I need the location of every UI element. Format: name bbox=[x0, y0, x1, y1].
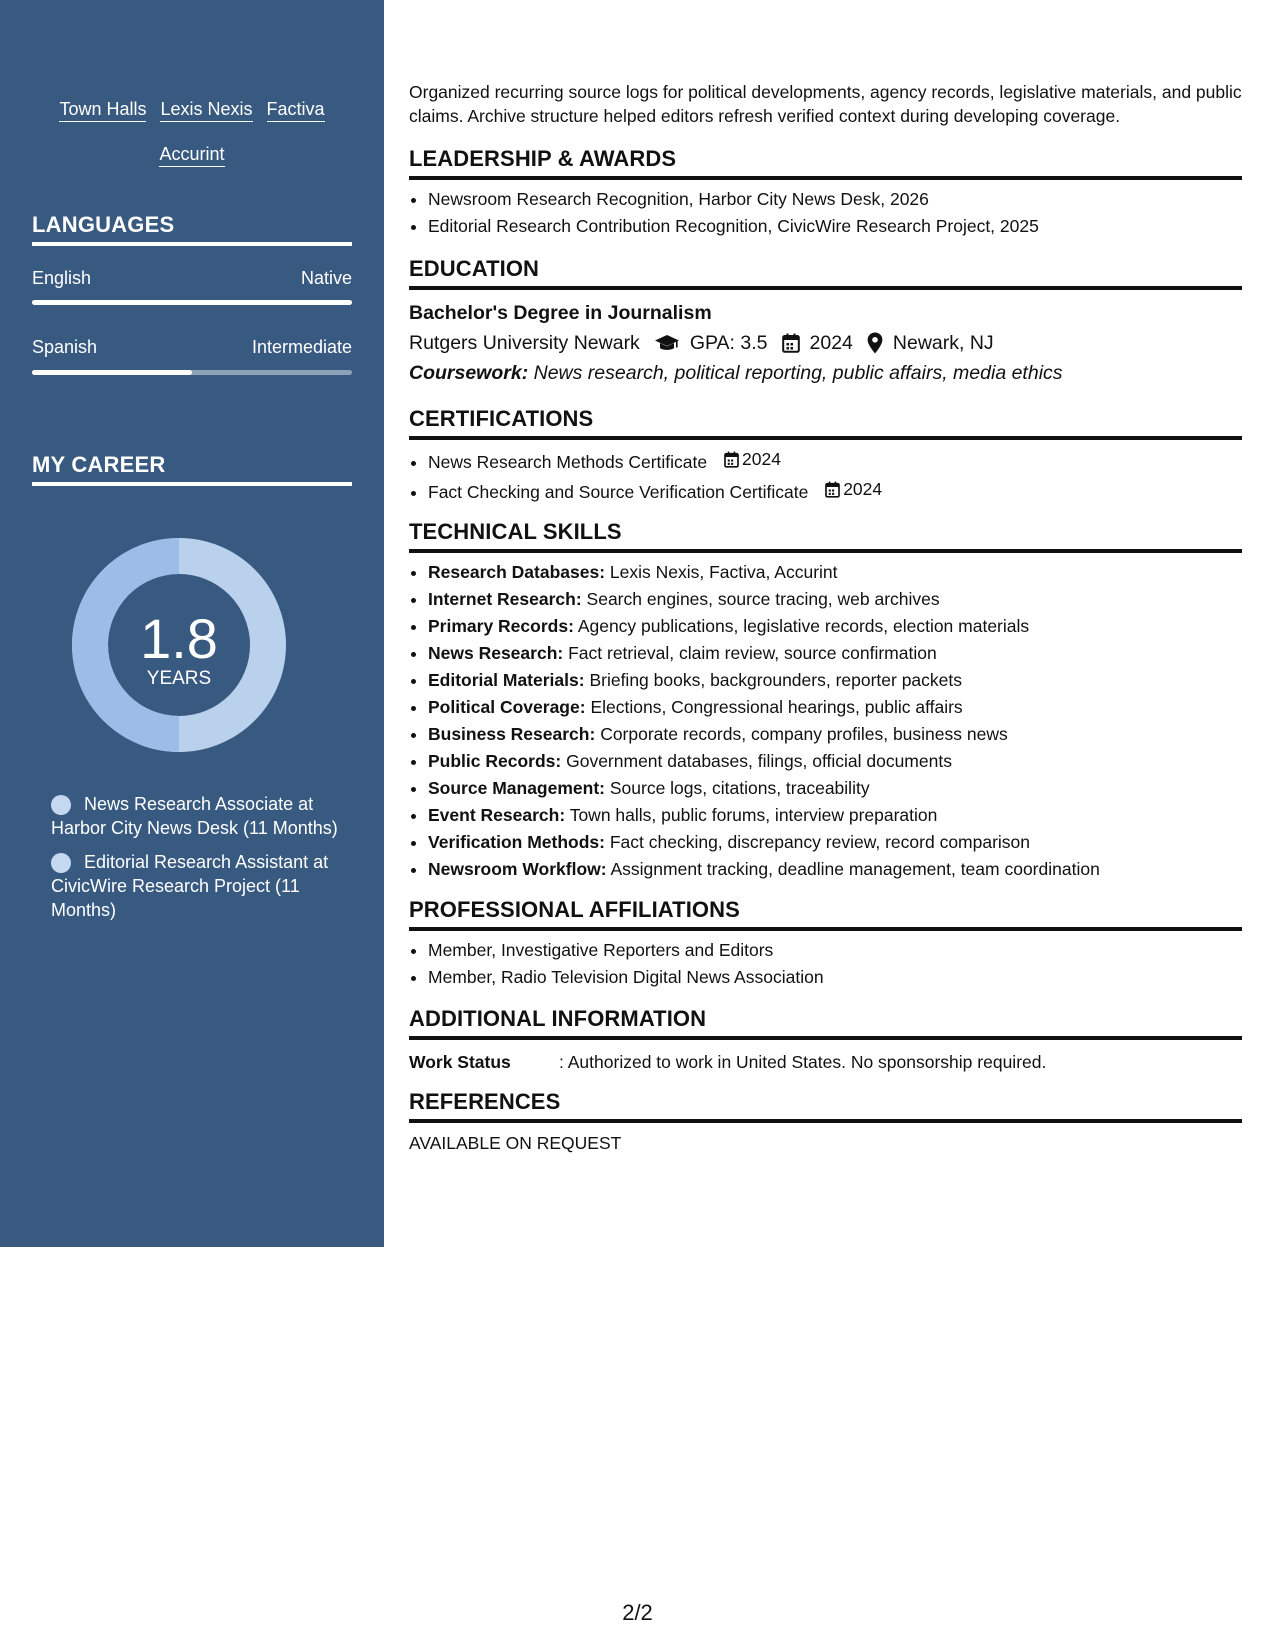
language-proficiency-bar bbox=[32, 370, 352, 375]
skill-value: Fact checking, discrepancy review, record comparison bbox=[609, 832, 1031, 852]
skill-item bbox=[428, 694, 1242, 721]
skills-heading: TECHNICAL SKILLS bbox=[409, 519, 1242, 553]
skill-tags bbox=[32, 88, 352, 178]
list-item: • Editorial Research Contribution Recognition, CivicWire Research Project, 2025 bbox=[428, 213, 1242, 240]
skill-label: Event Research: bbox=[428, 805, 566, 825]
skill-value: Search engines, source tracing, web archives bbox=[586, 589, 940, 609]
skill-label: Political Coverage: bbox=[428, 697, 586, 717]
skill-tag[interactable]: Town Halls bbox=[59, 98, 146, 122]
graduation-cap-icon bbox=[654, 333, 680, 353]
school-location: Newark, NJ bbox=[892, 332, 994, 354]
education-meta bbox=[409, 328, 1242, 358]
skill-item bbox=[428, 748, 1242, 775]
gpa: GPA: 3.5 bbox=[689, 332, 768, 354]
language-row bbox=[32, 268, 352, 289]
skill-item bbox=[428, 802, 1242, 829]
skill-value: Agency publications, legislative records, election materials bbox=[577, 616, 1030, 636]
graduation-year: 2024 bbox=[809, 332, 853, 354]
career-item bbox=[51, 792, 341, 840]
career-years-donut bbox=[66, 532, 292, 758]
skill-tag[interactable]: Factiva bbox=[267, 98, 325, 122]
certification-year: 2024 bbox=[843, 479, 883, 499]
career-years-label: YEARS bbox=[146, 668, 212, 689]
skill-item bbox=[428, 667, 1242, 694]
career-list bbox=[51, 792, 341, 932]
skill-label: Newsroom Workflow: bbox=[428, 859, 607, 879]
skill-item bbox=[428, 613, 1242, 640]
certification-name: News Research Methods Certificate bbox=[428, 452, 708, 472]
sidebar bbox=[0, 0, 384, 1247]
skill-label: Primary Records: bbox=[428, 616, 574, 636]
skill-item bbox=[428, 721, 1242, 748]
language-proficiency-bar bbox=[32, 300, 352, 305]
awards-list bbox=[409, 186, 1242, 240]
career-bullet-icon bbox=[51, 853, 71, 873]
career-heading: MY CAREER bbox=[32, 452, 352, 486]
language-level: Intermediate bbox=[251, 337, 352, 357]
skill-item bbox=[428, 775, 1242, 802]
language-name: Spanish bbox=[32, 337, 98, 357]
calendar-icon bbox=[825, 481, 840, 498]
career-item bbox=[51, 850, 341, 922]
calendar-icon bbox=[724, 451, 739, 468]
coursework bbox=[409, 358, 1242, 388]
certification-item bbox=[428, 476, 1242, 506]
skill-item bbox=[428, 829, 1242, 856]
language-name: English bbox=[32, 268, 92, 288]
affiliations-heading: PROFESSIONAL AFFILIATIONS bbox=[409, 897, 1242, 931]
certification-year: 2024 bbox=[742, 449, 781, 469]
summary-text: Organized recurring source logs for political developments, agency records, legislative materials, and public claims. Archive structure helped editors refresh verified context during developing coverage. bbox=[409, 82, 1242, 126]
list-item: • Member, Radio Television Digital News Association bbox=[428, 964, 1242, 991]
skill-value: Assignment tracking, deadline management, team coordination bbox=[610, 859, 1100, 879]
skill-value: Lexis Nexis, Factiva, Accurint bbox=[609, 562, 838, 582]
skill-value: Briefing books, backgrounders, reporter packets bbox=[589, 670, 963, 690]
work-status-label: Work Status bbox=[409, 1052, 511, 1072]
skill-item bbox=[428, 559, 1242, 586]
career-item-text: News Research Associate at Harbor City News Desk (11 Months) bbox=[51, 794, 338, 838]
coursework-label: Coursework: bbox=[409, 362, 529, 384]
career-item-text: Editorial Research Assistant at CivicWire Research Project (11 Months) bbox=[51, 852, 329, 920]
skill-value: Source logs, citations, traceability bbox=[609, 778, 870, 798]
skill-item bbox=[428, 640, 1242, 667]
skill-label: Verification Methods: bbox=[428, 832, 605, 852]
degree-title: Bachelor's Degree in Journalism bbox=[409, 302, 712, 324]
language-proficiency-fill bbox=[32, 370, 192, 375]
skill-label: Source Management: bbox=[428, 778, 605, 798]
work-status-row bbox=[409, 1050, 1242, 1074]
references-text: AVAILABLE ON REQUEST bbox=[409, 1133, 622, 1153]
career-years-value: 1.8 bbox=[140, 607, 218, 670]
skill-label: Editorial Materials: bbox=[428, 670, 585, 690]
skill-item bbox=[428, 856, 1242, 883]
page-number: 2/2 bbox=[622, 1600, 653, 1625]
skill-label: Public Records: bbox=[428, 751, 562, 771]
skill-tag[interactable]: Accurint bbox=[159, 143, 224, 167]
language-level: Native bbox=[300, 268, 352, 288]
language-proficiency-fill bbox=[32, 300, 352, 305]
skill-value: Elections, Congressional hearings, public affairs bbox=[590, 697, 963, 717]
main-content bbox=[409, 80, 1242, 1154]
skill-value: Fact retrieval, claim review, source confirmation bbox=[568, 643, 937, 663]
list-item: • Newsroom Research Recognition, Harbor City News Desk, 2026 bbox=[428, 186, 1242, 213]
affiliations-list bbox=[409, 937, 1242, 991]
skill-label: News Research: bbox=[428, 643, 564, 663]
skill-tag[interactable]: Lexis Nexis bbox=[160, 98, 252, 122]
school-name: Rutgers University Newark bbox=[409, 332, 640, 354]
certifications-list bbox=[409, 446, 1242, 506]
language-row bbox=[32, 337, 352, 358]
skill-item bbox=[428, 586, 1242, 613]
certification-name: Fact Checking and Source Verification Certificate bbox=[428, 482, 809, 502]
calendar-icon bbox=[782, 333, 800, 353]
coursework-text: News research, political reporting, public affairs, media ethics bbox=[533, 362, 1063, 384]
additional-info-heading: ADDITIONAL INFORMATION bbox=[409, 1006, 1242, 1040]
career-bullet-icon bbox=[51, 795, 71, 815]
skill-label: Research Databases: bbox=[428, 562, 606, 582]
skill-label: Internet Research: bbox=[428, 589, 582, 609]
skill-value: Government databases, filings, official documents bbox=[566, 751, 952, 771]
references-heading: REFERENCES bbox=[409, 1089, 1242, 1123]
certification-item bbox=[428, 446, 1242, 476]
skills-list bbox=[409, 559, 1242, 883]
list-item: • Member, Investigative Reporters and Editors bbox=[428, 937, 1242, 964]
awards-heading: LEADERSHIP & AWARDS bbox=[409, 146, 1242, 180]
education-heading: EDUCATION bbox=[409, 256, 1242, 290]
certifications-heading: CERTIFICATIONS bbox=[409, 406, 1242, 440]
skill-value: Corporate records, company profiles, business news bbox=[600, 724, 1008, 744]
skill-value: Town halls, public forums, interview preparation bbox=[569, 805, 938, 825]
work-status-value: : Authorized to work in United States. No sponsorship required. bbox=[559, 1052, 1047, 1072]
languages-heading: LANGUAGES bbox=[32, 212, 352, 246]
skill-label: Business Research: bbox=[428, 724, 596, 744]
location-pin-icon bbox=[867, 332, 883, 354]
